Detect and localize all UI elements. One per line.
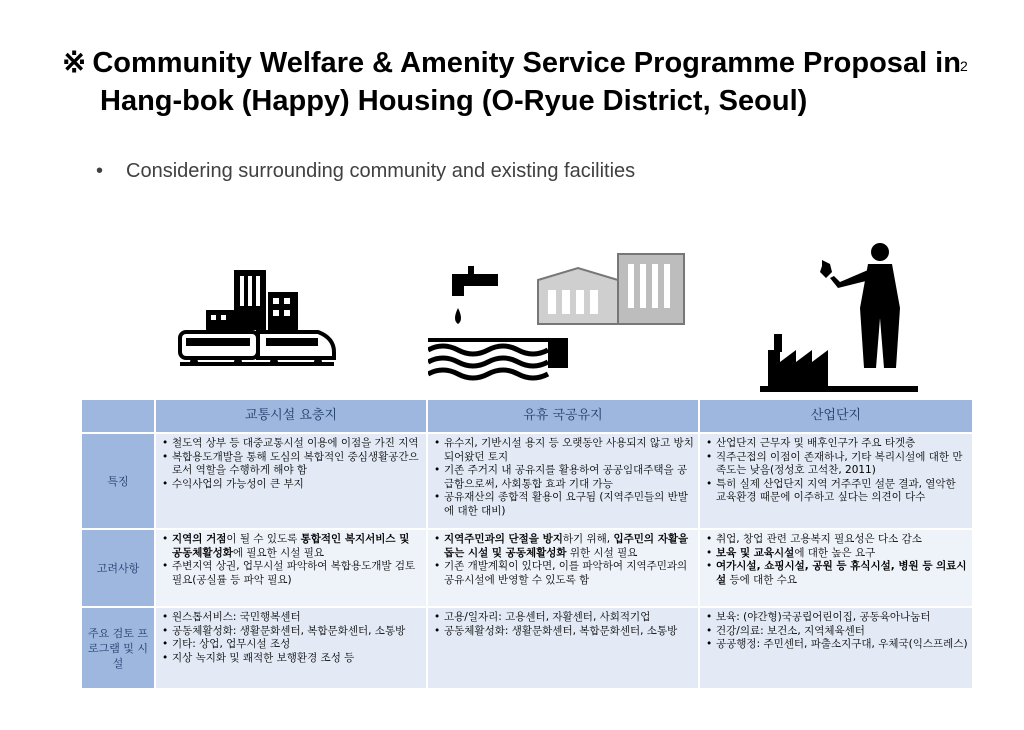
- table-cell: [155, 607, 427, 689]
- table-cell: [699, 433, 973, 529]
- bullet-icon: •: [96, 160, 104, 182]
- table-cell: [155, 433, 427, 529]
- table-cell: [427, 529, 699, 607]
- cell-list: [704, 533, 968, 587]
- list-item: [444, 491, 694, 518]
- list-item: [172, 611, 422, 625]
- row-label: 특징: [81, 433, 155, 529]
- cell-list: [160, 437, 422, 491]
- list-item: [172, 560, 422, 587]
- item-text: 기존 개발계획이 있다면, 이를 파악하여 지역주민과의 공유시설에 반영할 수 있도록 함: [444, 560, 688, 586]
- item-text: 산업단지 근무자 및 배후인구가 주요 타겟층: [716, 437, 916, 449]
- list-item: [172, 625, 422, 639]
- city-transport-icon: [178, 268, 338, 378]
- item-text: 기타: 상업, 업무시설 조성: [172, 638, 291, 650]
- item-text: 건강/의료: 보건소, 지역체육센터: [716, 624, 865, 637]
- list-item: [716, 478, 968, 505]
- emphasis-text: 지역의 거점: [172, 533, 227, 545]
- table-cell: [427, 607, 699, 689]
- list-item: [444, 533, 694, 560]
- item-text: 하기 위해,: [562, 533, 614, 545]
- comparison-table: [80, 398, 974, 690]
- list-item: [716, 451, 968, 478]
- list-item: [172, 652, 422, 666]
- table-row: [81, 433, 973, 529]
- item-text: 에 대한 높은 요구: [794, 546, 876, 559]
- cell-list: [432, 437, 694, 518]
- item-text: 기존 주거지 내 공유지를 활용하여 공공임대주택을 공급함으로써, 사회통합 효과 기대 가능: [444, 464, 688, 490]
- item-text: 철도역 상부 등 대중교통시설 이용에 이점을 가진 지역: [172, 437, 419, 449]
- emphasis-text: 입주민의 자활을 돕는 시설 및 공동체활성화: [444, 533, 689, 559]
- title-line-2: Hang-bok (Happy) Housing (O-Ryue District, Seoul): [100, 85, 808, 117]
- item-text: 원스톱서비스: 국민행복센터: [172, 611, 301, 623]
- header-corner: [81, 399, 155, 433]
- table-cell: [155, 529, 427, 607]
- cell-list: [432, 533, 694, 587]
- item-text: 등에 대한 수요: [726, 573, 798, 586]
- water-factory-icon: [428, 250, 688, 390]
- emphasis-text: 보육 및 교육시설: [716, 546, 795, 559]
- table-cell: [427, 433, 699, 529]
- worker-factory-icon: [760, 238, 920, 394]
- item-text: 수익사업의 가능성이 큰 부지: [172, 477, 304, 490]
- list-item: [444, 560, 694, 587]
- list-item: [444, 464, 694, 491]
- list-item: [716, 533, 968, 547]
- subtitle-bullet: [96, 160, 635, 183]
- item-text: 취업, 창업 관련 고용복지 필요성은 다소 감소: [716, 533, 922, 545]
- emphasis-text: 여가시설, 쇼핑시설, 공원 등 휴식시설, 병원 등 의료시설: [716, 560, 967, 586]
- item-text: 주변지역 상권, 업무시설 파악하여 복합용도개발 검토 필요(공실률 등 파악 필요): [172, 560, 416, 586]
- cell-list: [160, 611, 422, 665]
- list-item: [716, 547, 968, 561]
- item-text: 복합용도개발을 통해 도심의 복합적인 중심생활공간으로서 역할을 수행하게 해야 함: [172, 450, 419, 476]
- item-text: 고용/일자리: 고용센터, 자활센터, 사회적기업: [444, 611, 651, 623]
- list-item: [172, 533, 422, 560]
- item-text: 위한 시설 필요: [566, 546, 638, 559]
- item-text: 지상 녹지화 및 쾌적한 보행환경 조성 등: [172, 651, 355, 664]
- item-text: 공동체활성화: 생활문화센터, 복합문화센터, 소통방: [444, 624, 678, 637]
- table-cell: [699, 607, 973, 689]
- cell-list: [432, 611, 694, 638]
- row-label: 주요 검토 프로그램 및 시설: [81, 607, 155, 689]
- slide-title: [62, 44, 982, 120]
- emphasis-text: 지역주민과의 단절을 방지: [444, 533, 563, 545]
- list-item: [716, 560, 968, 587]
- item-text: 에 필요한 시설 필요: [232, 546, 325, 559]
- table-row: [81, 607, 973, 689]
- cell-list: [160, 533, 422, 587]
- item-text: 공공행정: 주민센터, 파출소지구대, 우체국(익스프레스): [716, 638, 968, 650]
- title-text-1: Community Welfare & Amenity Service Programme Proposal in: [92, 47, 961, 79]
- table-cell: [699, 529, 973, 607]
- slide-number: 2: [960, 58, 968, 74]
- list-item: [172, 437, 422, 451]
- item-text: 공유재산의 종합적 활용이 요구됨 (지역주민들의 반발에 대한 대비): [444, 491, 688, 517]
- list-item: [716, 437, 968, 451]
- list-item: [172, 638, 422, 652]
- title-line-1: [62, 44, 982, 82]
- list-item: [716, 625, 968, 639]
- item-text: 보육: (야간형)국공립어린이집, 공동육아나눔터: [716, 611, 931, 623]
- list-item: [172, 478, 422, 492]
- subtitle-text: Considering surrounding community and existing facilities: [126, 160, 636, 182]
- reference-mark-icon: ※: [62, 47, 87, 79]
- list-item: [716, 638, 968, 652]
- item-text: 특히 실제 산업단지 지역 거주주민 설문 결과, 열악한 교육환경 때문에 이주하고 싶다는 의견이 다수: [716, 477, 956, 503]
- item-text: 유수지, 기반시설 용지 등 오랫동안 사용되지 않고 방치되어왔던 토지: [444, 437, 694, 463]
- list-item: [716, 611, 968, 625]
- table-row: [81, 529, 973, 607]
- emphasis-text: 통합적인 복지서비스 및 공동체활성화: [172, 533, 410, 559]
- item-text: 직주근접의 이점이 존재하나, 기타 복리시설에 대한 만족도는 낮음(정성호 고석찬, 2011): [716, 450, 963, 476]
- item-text: 공동체활성화: 생활문화센터, 복합문화센터, 소통방: [172, 624, 406, 637]
- list-item: [172, 451, 422, 478]
- header-transport-hub: 교통시설 요충지: [155, 399, 427, 433]
- list-item: [444, 437, 694, 464]
- item-text: 이 될 수 있도록: [226, 533, 301, 545]
- cell-list: [704, 437, 968, 505]
- row-label: 고려사항: [81, 529, 155, 607]
- list-item: [444, 625, 694, 639]
- header-industrial-complex: 산업단지: [699, 399, 973, 433]
- header-idle-public-land: 유휴 국공유지: [427, 399, 699, 433]
- list-item: [444, 611, 694, 625]
- table-header-row: [81, 399, 973, 433]
- cell-list: [704, 611, 968, 652]
